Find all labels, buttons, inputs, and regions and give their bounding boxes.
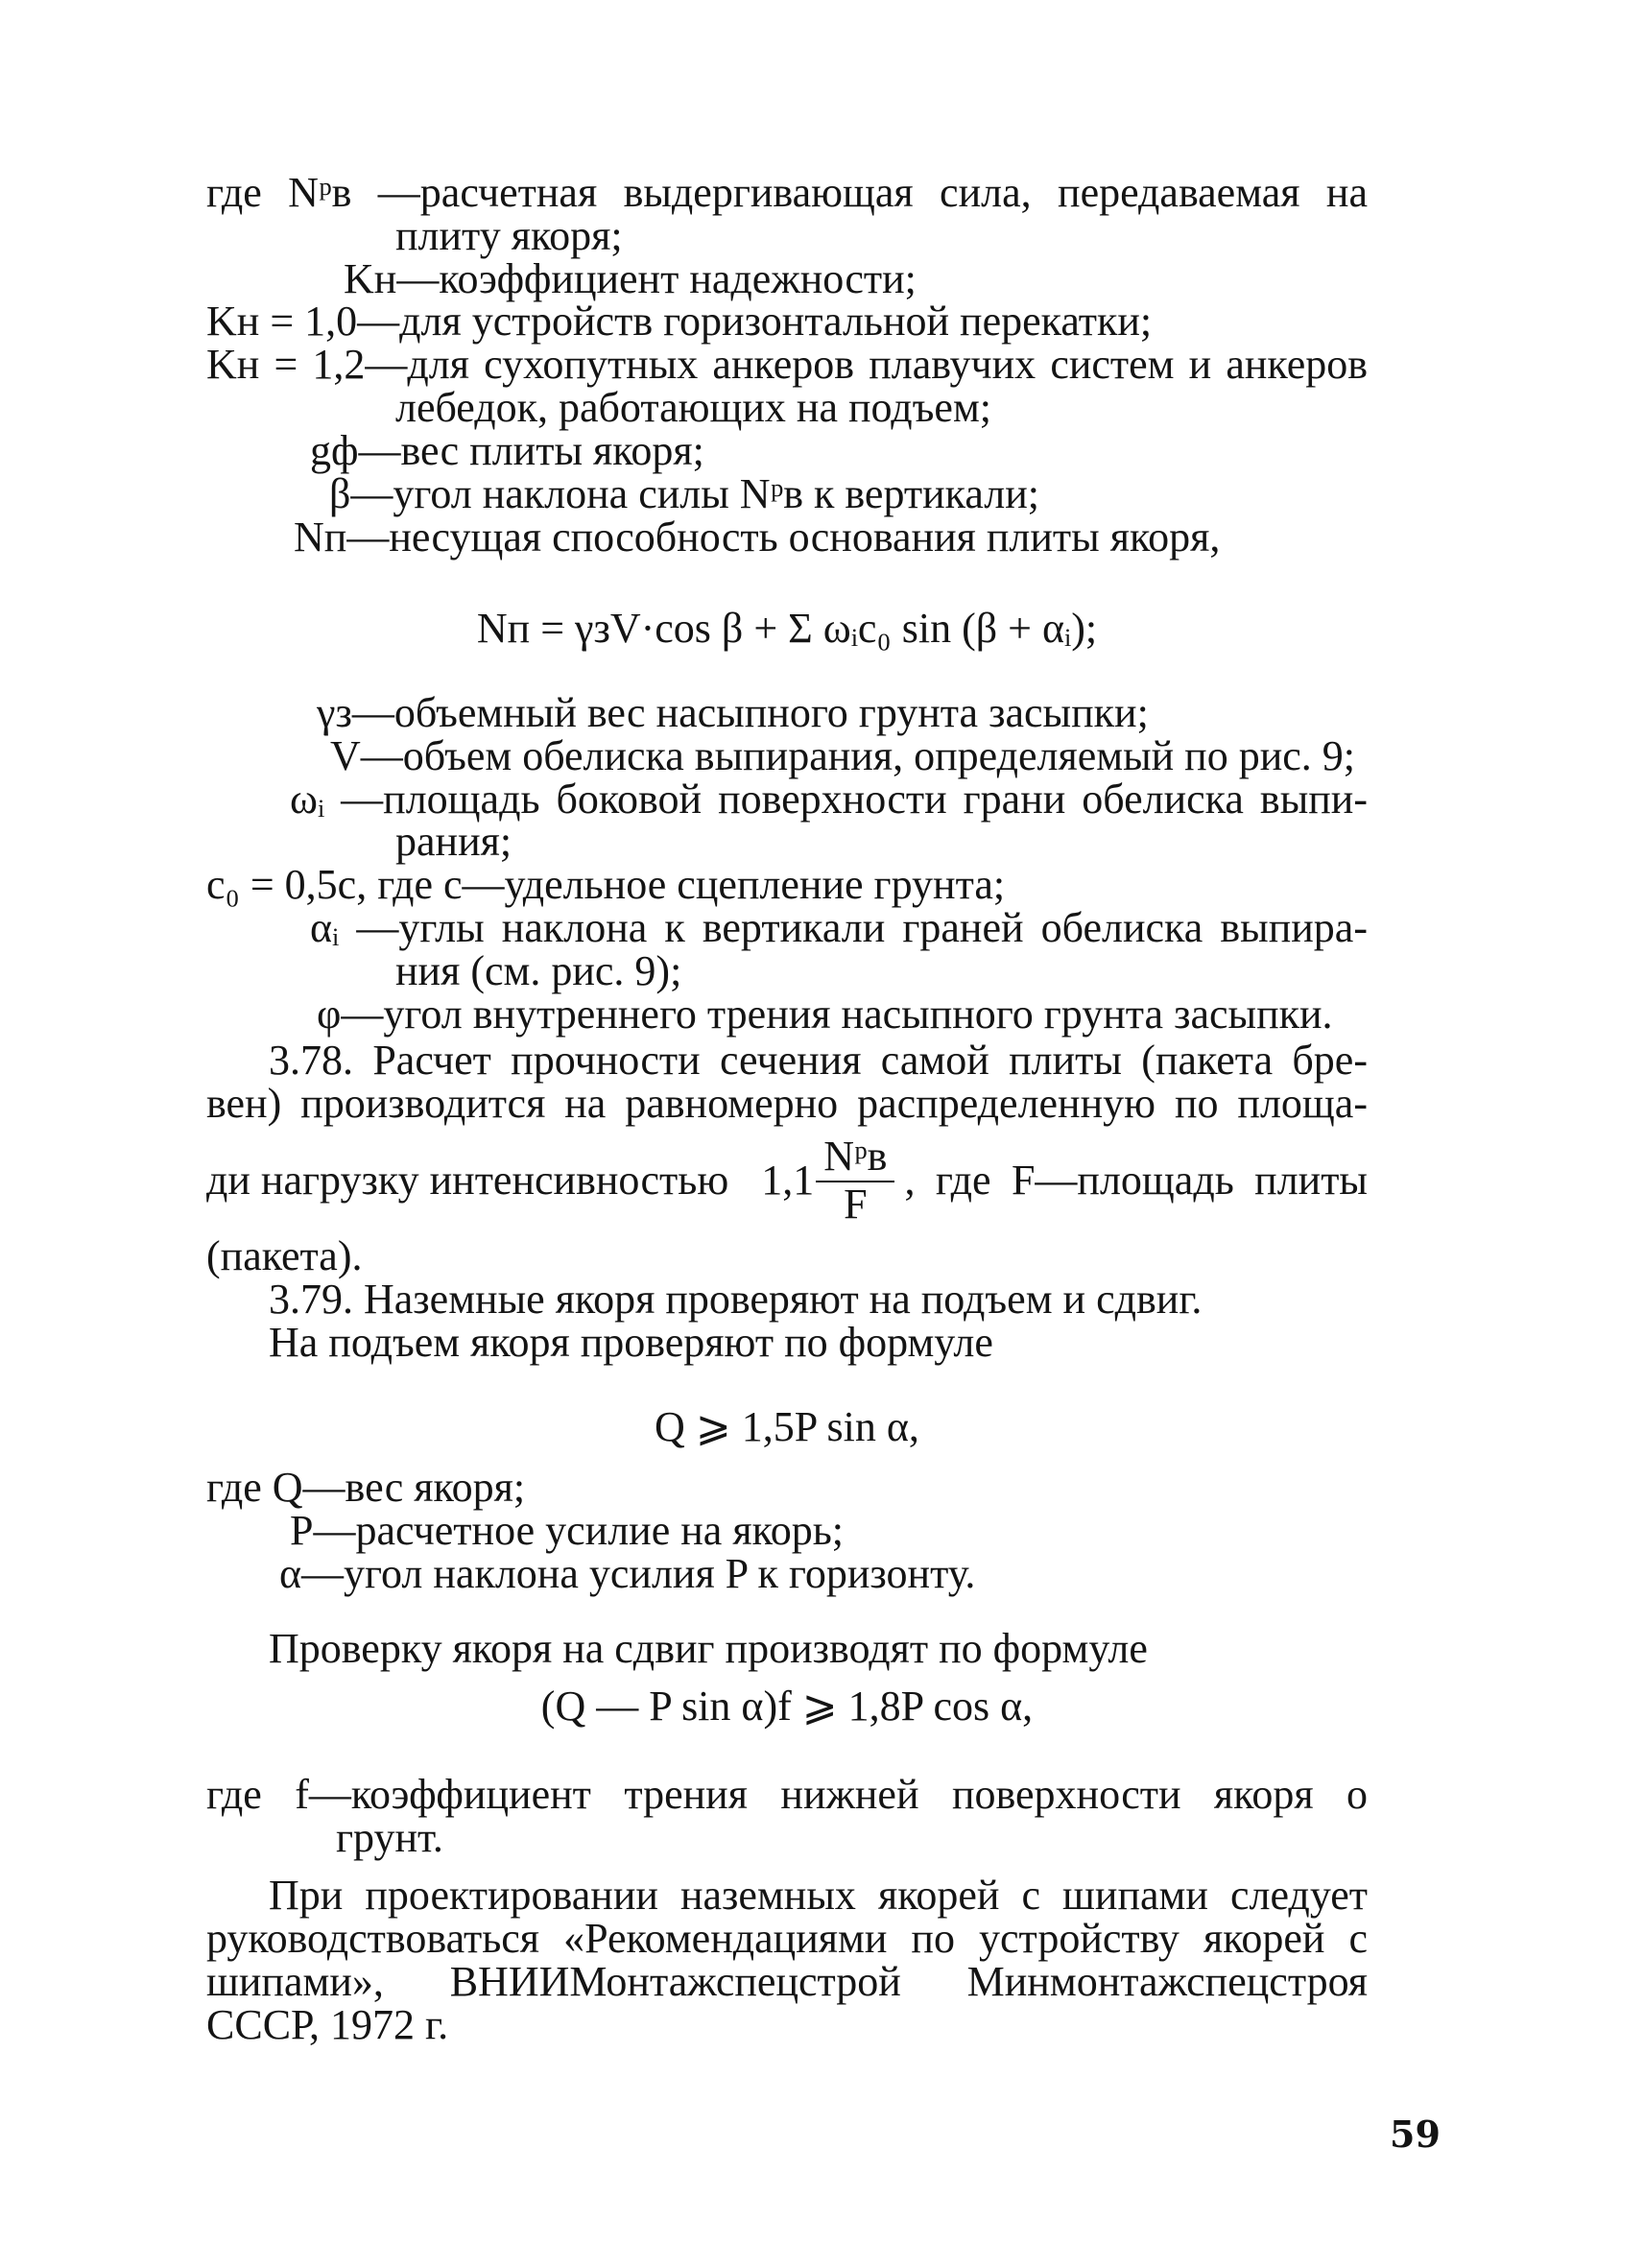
text-line: (пакета).: [206, 1232, 363, 1279]
text-line: грунт.: [336, 1814, 443, 1861]
text-line: Nп—несущая способность основания плиты якоря,: [294, 513, 1221, 561]
formula-lift-check: Q ⩾ 1,5P sin α,: [655, 1403, 919, 1450]
text-line: где Nᵖв —расчетная выдергивающая сила, передаваемая на: [206, 169, 1368, 216]
text-line: φ—угол внутреннего трения насыпного грунта засыпки.: [317, 991, 1333, 1038]
text-line: шипами», ВНИИМонтажспецстрой Минмонтажспецстроя: [206, 1958, 1368, 2005]
text-line: c₀ = 0,5c, где c—удельное сцепление грунта;: [206, 861, 1006, 908]
text-line: αᵢ —углы наклона к вертикали граней обелиска выпира-: [310, 904, 1368, 951]
text-line: β—угол наклона силы Nᵖв к вертикали;: [329, 470, 1040, 517]
formula-bearing-capacity: Nп = γзV·cos β + Σ ωᵢc₀ sin (β + αᵢ);: [476, 605, 1098, 652]
paragraph-3-78-line: вен) производится на равномерно распределенную по площа-: [206, 1080, 1368, 1127]
paragraph-3-78-line: 3.78. Расчет прочности сечения самой плиты (пакета бре-: [269, 1037, 1368, 1084]
load-text-tail: , где F—площадь плиты: [904, 1157, 1368, 1204]
text-line: Kн = 1,2—для сухопутных анкеров плавучих систем и анкеров: [206, 341, 1368, 388]
text-line: gф—вес плиты якоря;: [310, 427, 704, 474]
text-line: γз—объемный вес насыпного грунта засыпки;: [317, 689, 1149, 736]
paragraph-3-78-load-line: [206, 1134, 1368, 1227]
text-line: α—угол наклона усилия P к горизонту.: [279, 1550, 976, 1597]
formula-shift-check: (Q — P sin α)f ⩾ 1,8P cos α,: [540, 1683, 1034, 1730]
text-line: плиту якоря;: [395, 212, 623, 259]
text-line: Kн = 1,0—для устройств горизонтальной перекатки;: [206, 298, 1153, 345]
text-line: лебедок, работающих на подъем;: [395, 384, 992, 431]
text-line: СССР, 1972 г.: [206, 2001, 449, 2048]
text-line: рания;: [395, 818, 512, 865]
load-fraction: [816, 1134, 894, 1227]
text-line: V—объем обелиска выпирания, определяемый по рис. 9;: [330, 732, 1356, 779]
text-line: На подъем якоря проверяют по формуле: [269, 1319, 993, 1366]
text-line: Проверку якоря на сдвиг производят по формуле: [269, 1625, 1148, 1672]
paragraph-3-79-line: 3.79. Наземные якоря проверяют на подъем и сдвиг.: [269, 1276, 1203, 1323]
page-number: 59: [1390, 2113, 1441, 2156]
text-line: где f—коэффициент трения нижней поверхности якоря о: [206, 1771, 1368, 1818]
load-text: ди нагрузку интенсивностью: [206, 1157, 729, 1204]
fraction-numerator: Nᵖв: [816, 1134, 894, 1182]
text-line: руководствоваться «Рекомендациями по устройству якорей с: [206, 1915, 1368, 1962]
fraction-denominator: F: [844, 1181, 868, 1228]
text-line: При проектировании наземных якорей с шипами следует: [269, 1872, 1368, 1919]
load-coefficient: 1,1: [761, 1157, 815, 1204]
text-line: где Q—вес якоря;: [206, 1464, 526, 1511]
text-line: ωᵢ —площадь боковой поверхности грани обелиска выпи-: [290, 776, 1368, 823]
text-line: Kн—коэффициент надежности;: [344, 255, 917, 302]
text-line: P—расчетное усилие на якорь;: [290, 1507, 845, 1554]
text-line: ния (см. рис. 9);: [395, 947, 682, 994]
